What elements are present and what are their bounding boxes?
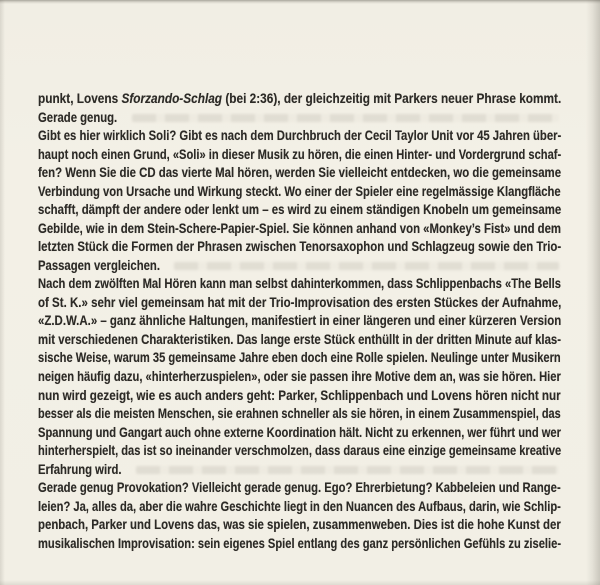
scan-edge-top xyxy=(0,0,600,4)
scan-edge-right xyxy=(586,0,600,585)
text-segment: Gebilde, wie in dem Stein-Schere-Papier-Spiel. Sie können anhand von «Monkey’s Fist» und dem xyxy=(38,220,562,236)
text-segment: nun wird gezeigt, wie es auch anders geht: Parker, Schlippenbach und Lovens hören nicht nur xyxy=(38,387,561,403)
text-segment: Nach dem zwölften Mal Hören kann man selbst dahinterkommen, dass Schlippenbachs «The Bells xyxy=(38,276,562,292)
text-line-content xyxy=(38,294,561,313)
ink-bleed-artifact xyxy=(136,466,559,474)
text-segment: Verbindung von Ursache und Wirkung steckt. Wo einer der Spieler eine regelmässige Klangfläche xyxy=(38,183,561,199)
text-line xyxy=(38,164,561,183)
text-segment: penbach, Parker und Lovens das, was sie spielen, zusammenweben. Dies ist die hohe Kunst der xyxy=(38,517,561,533)
text-line-content xyxy=(38,349,561,368)
text-line-content xyxy=(38,387,561,406)
text-line xyxy=(38,238,561,257)
text-line-content xyxy=(38,109,117,128)
text-segment: sische Weise, warum 35 gemeinsame Jahre eben doch eine Rolle spielen. Neulinge unter Musikern xyxy=(38,350,561,366)
text-line-content xyxy=(38,498,561,517)
text-line xyxy=(38,387,561,406)
text-segment: musikalischen Improvisation: sein eigenes Spiel entlang des ganz persönlichen Gefühls zu ziselie- xyxy=(38,535,562,551)
text-line-content xyxy=(38,368,561,387)
text-line-content xyxy=(38,405,561,424)
text-line-content xyxy=(38,90,561,109)
text-segment: of St. K.» sehr viel gemeinsam hat mit der Trio-Improvisation des ersten Stückes der Aufnahme, xyxy=(38,294,562,310)
text-line-content xyxy=(38,442,561,461)
text-line-content xyxy=(38,164,561,183)
ink-bleed-artifact xyxy=(174,262,559,270)
text-line xyxy=(38,498,561,517)
text-segment: Gerade genug. xyxy=(38,109,118,125)
text-line xyxy=(38,109,561,128)
text-line-content xyxy=(38,220,561,239)
text-segment: letzten Stück die Formen der Phrasen zwischen Tenorsaxophon und Schlagzeug sowie den Trio- xyxy=(38,239,562,255)
text-segment: haupt noch einen Grund, «Soli» in dieser Musik zu hören, die einen Hinter- und Vordergrund schaf- xyxy=(38,146,562,162)
italic-text-segment: Sforzando-Schlag xyxy=(121,91,223,106)
text-line-content xyxy=(38,479,561,498)
text-line xyxy=(38,90,561,109)
text-segment: Passagen vergleichen. xyxy=(38,257,160,273)
text-line xyxy=(38,127,561,146)
text-line xyxy=(38,479,561,498)
text-line-content xyxy=(38,257,160,276)
text-line xyxy=(38,516,561,535)
text-segment: (bei 2:36), der gleichzeitig mit Parkers neuer Phrase kommt. xyxy=(222,91,562,106)
text-line xyxy=(38,146,561,165)
text-segment: Gibt es hier wirklich Soli? Gibt es nach dem Durchbruch der Cecil Taylor Unit vor 45 Jahren über- xyxy=(38,128,562,144)
text-line xyxy=(38,275,561,294)
text-line xyxy=(38,312,561,331)
ink-bleed-artifact xyxy=(132,114,559,122)
text-segment: «Z.D.W.A.» – ganz ähnliche Haltungen, manifestiert in einer längeren und einer kürzeren Version xyxy=(38,313,562,329)
text-line xyxy=(38,220,561,239)
text-line xyxy=(38,535,561,554)
text-segment: Spannung und Gangart auch ohne externe Koordination hält. Nicht zu erkennen, wer führt und wer xyxy=(38,424,561,440)
text-segment: neigen häufig dazu, «hinterherzuspielen», oder sie passen ihre Motive dem an, was sie hören. Hier xyxy=(38,368,561,384)
text-line xyxy=(38,257,561,276)
text-line xyxy=(38,368,561,387)
text-line xyxy=(38,442,561,461)
text-line-content xyxy=(38,183,561,202)
text-line-content xyxy=(38,127,561,146)
text-line xyxy=(38,294,561,313)
text-line-content xyxy=(38,516,561,535)
text-line-content xyxy=(38,461,122,480)
text-line xyxy=(38,405,561,424)
scan-edge-left xyxy=(0,0,5,585)
text-line xyxy=(38,349,561,368)
text-segment: hinterherspielt, das ist so ineinander verschmolzen, dass daraus eine einzige gemeinsame kreative xyxy=(38,443,562,459)
text-line-content xyxy=(38,535,561,554)
text-segment: leien? Ja, alles da, aber die wahre Geschichte liegt in den Nuancen des Aufbaus, darin, wie Schlip- xyxy=(38,498,561,514)
text-line-content xyxy=(38,238,561,257)
text-segment: schafft, dämpft der andere oder lenkt um – es wird zu einem ständigen Knobeln um gemeinsame xyxy=(38,202,562,218)
text-line-content xyxy=(38,146,561,165)
text-line xyxy=(38,424,561,443)
text-line-content xyxy=(38,275,561,294)
text-segment: mit verschiedenen Charakteristiken. Das lange erste Stück enthüllt in der dritten Minute auf klas- xyxy=(38,331,562,347)
text-line-content xyxy=(38,201,561,220)
text-line-content xyxy=(38,312,561,331)
text-line xyxy=(38,331,561,350)
scan-edge-bottom xyxy=(0,580,600,585)
text-segment: fen? Wenn Sie die CD das vierte Mal hören, werden Sie vielleicht entdecken, wo die gemeinsame xyxy=(38,165,562,181)
text-segment: besser als die meisten Menschen, sie erahnen schneller als sie hören, in einem Zusammenspiel, das xyxy=(38,406,561,422)
text-line xyxy=(38,461,561,480)
liner-notes xyxy=(38,90,561,553)
text-segment: Gerade genug Provokation? Vielleicht gerade genug. Ego? Ehrerbietung? Kabbeleien und Range- xyxy=(38,480,561,496)
text-segment: punkt, Lovens xyxy=(38,91,122,106)
text-line-content xyxy=(38,331,561,350)
text-line-content xyxy=(38,424,561,443)
text-segment: Erfahrung wird. xyxy=(38,461,122,477)
text-line xyxy=(38,201,561,220)
text-line xyxy=(38,183,561,202)
